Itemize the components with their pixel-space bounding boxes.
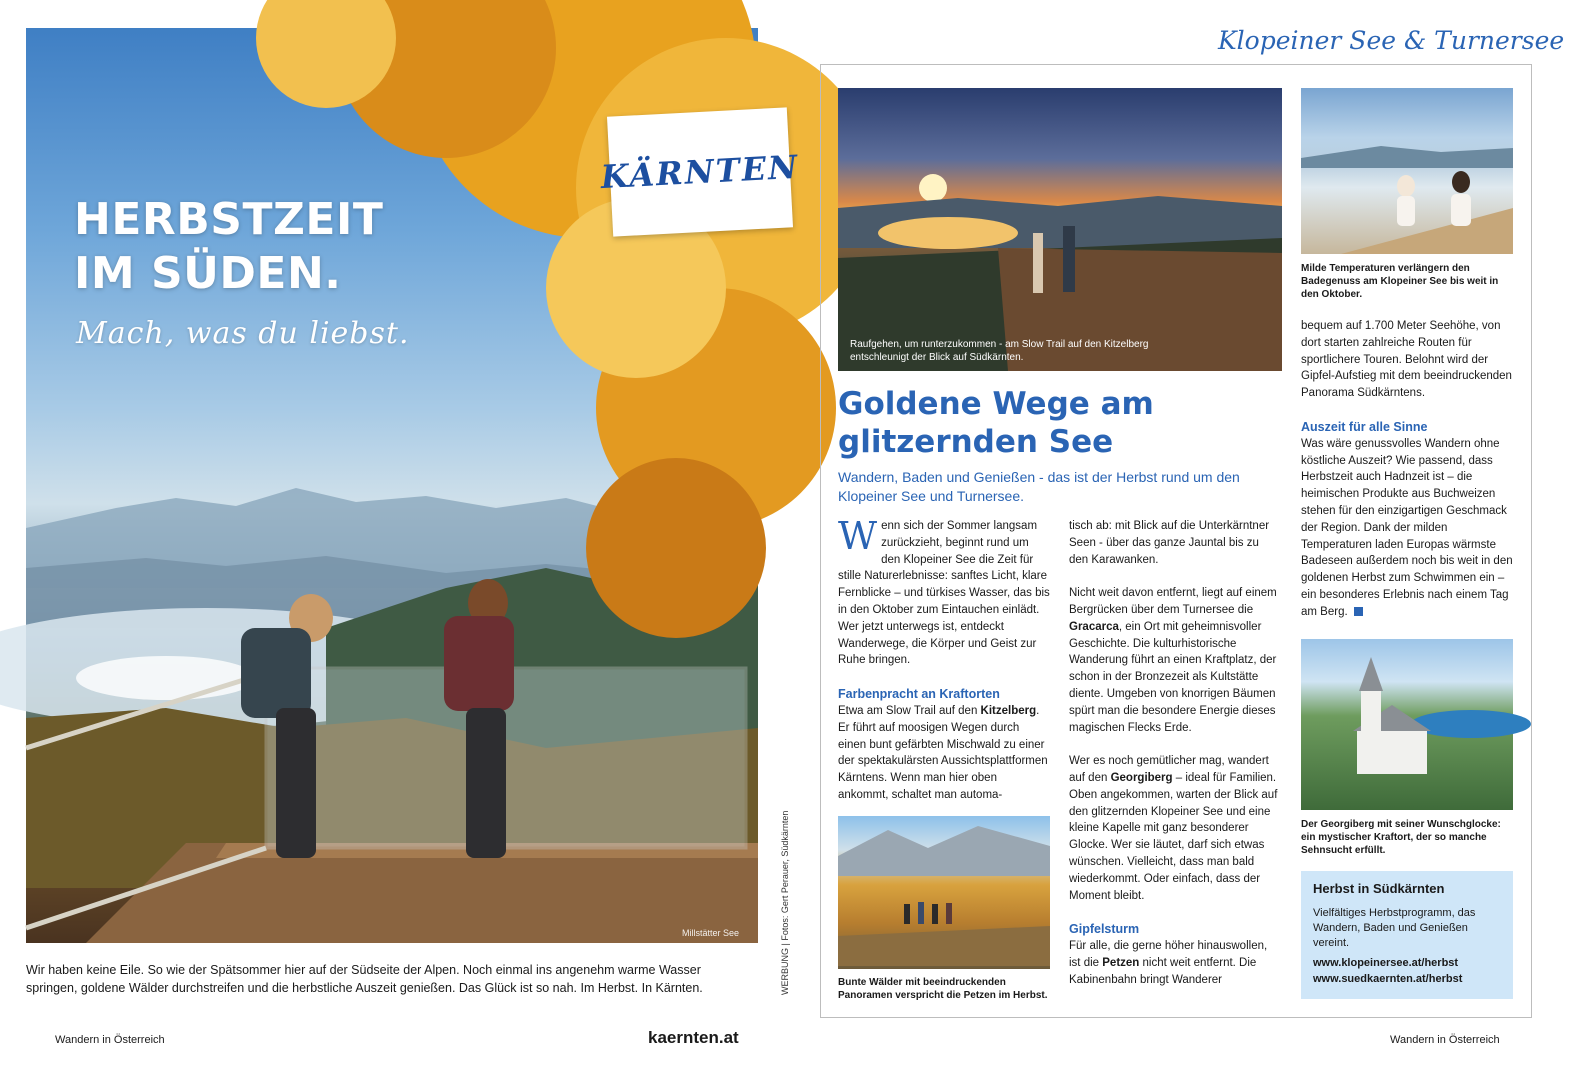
place-name-georgiberg: Georgiberg xyxy=(1110,771,1173,784)
headline-line-1: HERBSTZEIT xyxy=(74,194,384,245)
footer-magazine-label-left: Wandern in Österreich xyxy=(55,1034,165,1046)
ad-intro-text: Wir haben keine Eile. So wie der Spätsommer hier auf der Südseite der Alpen. Noch einmal ins angenehm warme Wasser springen, goldene Wälder durchstreifen und die herbstliche Auszeit genießen. Das Glück ist so nah. Im Herbst. In Kärnten. xyxy=(26,963,703,995)
photo-location-label: Millstätter See xyxy=(682,928,740,938)
brand-logo: KÄRNTEN xyxy=(599,147,801,197)
article-column-3 xyxy=(1301,318,1513,621)
article-column-2 xyxy=(1069,518,1281,989)
region-heading: Klopeiner See & Turnersee xyxy=(1218,26,1565,55)
brand-card xyxy=(599,107,801,236)
article-title: Goldene Wege am glitzernden See xyxy=(838,386,1154,460)
intro-text: enn sich der Sommer langsam zurückzieht, beginnt rund um den Klopeiner See die Zeit für stille Naturerlebnisse: sanftes Licht, klare Fernblicke – und türkises Wasser, das bis in den Oktober zum Eintauchen einlädt. Wer jetzt unterwegs ist, entdeckt Wanderwege, die Körper und Geist zur Ruhe bringen. xyxy=(838,520,1050,667)
info-box-text: Vielfältiges Herbstprogramm, das Wandern, Baden und Genießen vereint. xyxy=(1313,907,1476,949)
lake-relaxation-photo xyxy=(1301,88,1513,254)
article-paragraph-georgiberg xyxy=(1069,753,1281,904)
text-run: . Er führt auf moosigen Wegen durch einen bunt gefärbten Mischwald zu einer der spektakulärsten Aussichtsplattformen Kärntens. Wenn man hier oben ankommt, schaltet man automa- xyxy=(838,704,1048,801)
article-paragraph-kitzelberg xyxy=(838,703,1050,804)
article-paragraph-intro xyxy=(838,514,1050,669)
subheading-farbenpracht: Farbenpracht an Kraftorten xyxy=(838,686,1000,701)
ad-slogan: Mach, was du liebst. xyxy=(76,316,410,351)
info-box xyxy=(1301,871,1513,999)
info-box-title: Herbst in Südkärnten xyxy=(1313,881,1445,896)
spa-illustration xyxy=(1301,88,1513,254)
church-illustration xyxy=(1301,639,1513,810)
article-paragraph-cable-car: bequem auf 1.700 Meter Seehöhe, von dort starten zahlreiche Routen für sportlichere Touren. Belohnt wird der Gipfel-Aufstieg mit dem beeindruckenden Panorama Südkärntens. xyxy=(1301,320,1512,400)
info-box-links xyxy=(1313,955,1501,987)
article-subtitle: Wandern, Baden und Genießen - das ist der Herbst rund um den Klopeiner See und Turnersee. xyxy=(838,469,1240,504)
text-run: Für alle, die gerne höher hinauswollen, ist die xyxy=(1069,940,1268,969)
viewpoint-illustration xyxy=(838,88,1282,371)
footer-url[interactable]: kaernten.at xyxy=(648,1028,739,1047)
link-klopeinersee[interactable]: www.klopeinersee.at/herbst xyxy=(1313,957,1459,969)
drop-cap: W xyxy=(838,514,878,558)
hikers-photo-caption: Bunte Wälder mit beeindruckenden Panoramen verspricht die Petzen im Herbst. xyxy=(838,977,1048,1001)
photo-credit-vertical: WERBUNG | Fotos: Gert Perauer, Südkärnten xyxy=(780,810,790,995)
hikers-illustration xyxy=(838,816,1050,969)
text-run: Was wäre genussvolles Wandern ohne köstliche Auszeit? Wie passend, dass Herbstzeit auch Hadnzeit ist – die heimischen Produkte aus Buchweizen stehen für den einzigartigen Geschmack der Region. Dank der milden Temperaturen laden Europas wärmste Badeseen außerdem noch bis weit in den goldenen Herbst zum Schwimmen ein – ein besonderes Erlebnis nach einem Tag am Berg. xyxy=(1301,437,1513,618)
place-name-gracarca: Gracarca xyxy=(1069,620,1119,633)
article-column-1 xyxy=(838,514,1050,804)
place-name-kitzelberg: Kitzelberg xyxy=(980,704,1037,717)
text-run: , ein Ort mit geheimnisvoller Geschichte. Die kulturhistorische Wanderung führt an einen Kraftplatz, der schon in der Bronzezeit als Kultstätte diente. Umgeben von knorrigen Bäumen spürt man die besondere Energie dieses magischen Flecks Erde. xyxy=(1069,620,1277,734)
text-run: Wer es noch gemütlicher mag, wandert auf den xyxy=(1069,755,1269,784)
text-run: Etwa am Slow Trail auf den xyxy=(838,704,981,717)
place-name-petzen: Petzen xyxy=(1102,956,1140,969)
church-photo-caption: Der Georgiberg mit seiner Wunschglocke: ein mystischer Kraftort, der so manche Sehnsucht erfüllt. xyxy=(1301,819,1501,856)
article-paragraph-view: tisch ab: mit Blick auf die Unterkärntner Seen - über das ganze Jauntal bis zu den Karawanken. xyxy=(1069,520,1270,566)
georgiberg-church-photo xyxy=(1301,639,1513,810)
text-run: Nicht weit davon entfernt, liegt auf einem Bergrücken über dem Turnersee die xyxy=(1069,587,1277,616)
article-paragraph-petzen xyxy=(1069,938,1281,988)
article-paragraph-gracarca xyxy=(1069,585,1281,736)
subheading-gipfelsturm: Gipfelsturm xyxy=(1069,922,1140,937)
footer-magazine-label-right: Wandern in Österreich xyxy=(1390,1034,1500,1046)
text-run: – ideal für Familien. Oben angekommen, warten der Blick auf den glitzernden Klopeiner See und eine kleine Kapelle mit ganz besonderer Glocke. Wer sie läutet, darf sich etwas wünschen. Vielleicht, dass man bald wiederkommt. Oder einfach, dass der Moment bleibt. xyxy=(1069,771,1278,902)
ad-headline xyxy=(74,193,383,301)
sunset-viewpoint-photo xyxy=(838,88,1282,371)
main-photo-caption: Raufgehen, um runterzukommen - am Slow Trail auf den Kitzelberg entschleunigt der Blick auf Südkärnten. xyxy=(850,339,1149,363)
link-suedkaernten[interactable]: www.suedkaernten.at/herbst xyxy=(1313,973,1463,985)
petzen-hikers-photo xyxy=(838,816,1050,969)
end-of-article-square-icon xyxy=(1354,607,1363,616)
spa-photo-caption: Milde Temperaturen verlängern den Badegenuss am Klopeiner See bis weit in den Oktober. xyxy=(1301,263,1499,300)
article-paragraph-auszeit xyxy=(1301,436,1513,621)
headline-line-2: IM SÜDEN. xyxy=(74,248,342,299)
subheading-auszeit: Auszeit für alle Sinne xyxy=(1301,419,1428,434)
text-run: nicht weit entfernt. Die Kabinenbahn bringt Wanderer xyxy=(1069,956,1257,986)
